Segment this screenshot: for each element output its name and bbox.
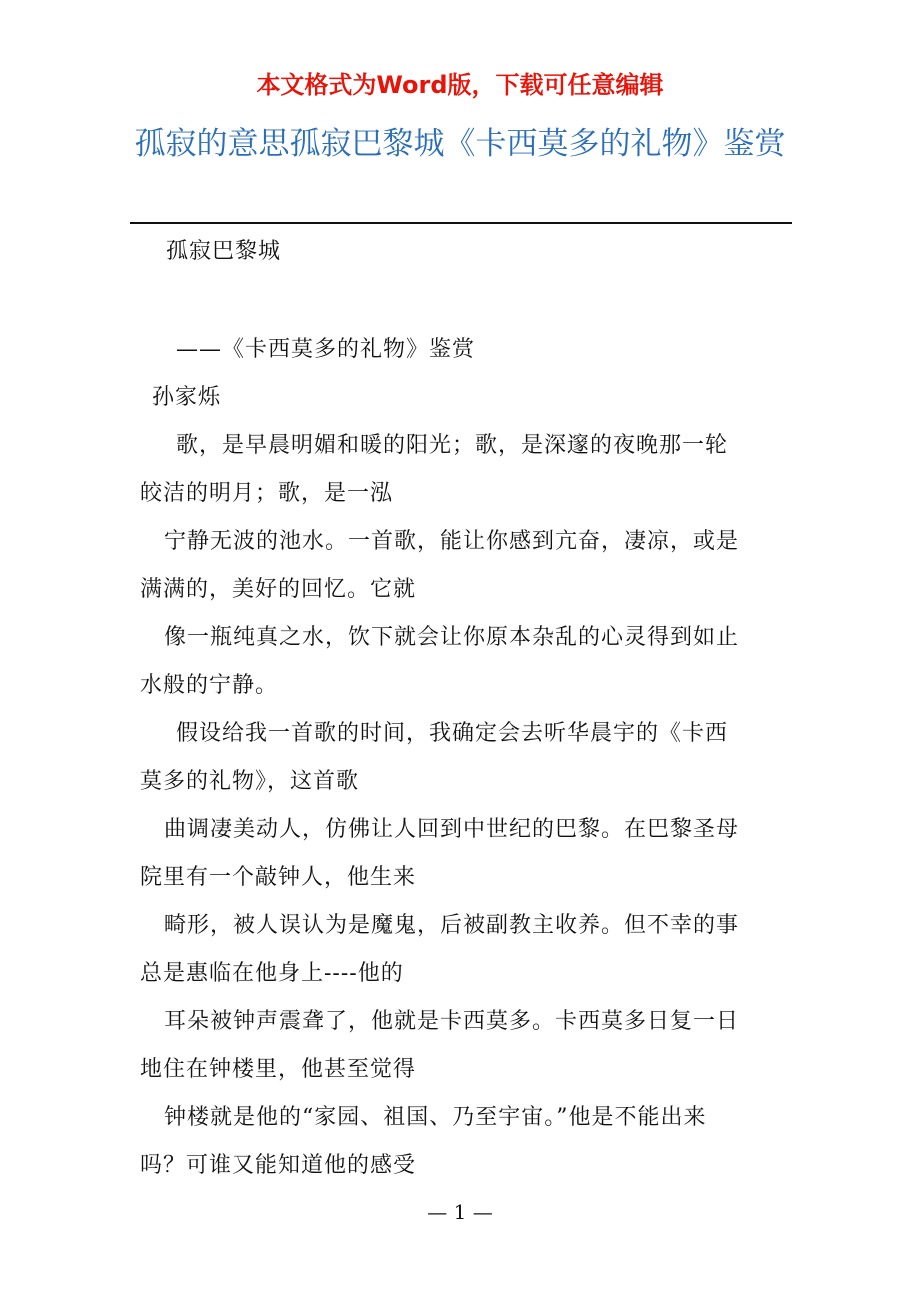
body-line: 地住在钟楼里，他甚至觉得 [140, 1057, 417, 1082]
body-line: 皎洁的明月；歌，是一泓 [140, 481, 394, 506]
body-line: 歌，是早晨明媚和暖的阳光；歌，是深邃的夜晚那一轮 [176, 433, 729, 458]
body-line: 水般的宁静。 [140, 673, 279, 698]
download-notice: 本文格式为Word版，下载可任意编辑 [256, 71, 664, 99]
page-number: — 1 — [427, 1200, 493, 1224]
body-line: 院里有一个敲钟人，他生来 [140, 865, 417, 890]
body-line: 钟楼就是他的“家园、祖国、乃至宇宙。”他是不能出来 [164, 1105, 707, 1130]
subtitle-review-line: ——《卡西莫多的礼物》鉴赏 [176, 337, 476, 362]
body-line: 总是惠临在他身上----他的 [140, 961, 404, 986]
author-line: 孙家烁 [152, 385, 222, 410]
body-line: 满满的，美好的回忆。它就 [140, 577, 417, 602]
body-line: 宁静无波的池水。一首歌，能让你感到亢奋，凄凉，或是 [164, 529, 740, 554]
body-line: 耳朵被钟声震聋了，他就是卡西莫多。卡西莫多日复一日 [164, 1009, 740, 1034]
subtitle-line: 孤寂巴黎城 [166, 239, 282, 264]
body-line: 莫多的礼物》，这首歌 [140, 769, 360, 794]
body-line: 畸形，被人误认为是魔鬼，后被副教主收养。但不幸的事 [164, 913, 740, 938]
body-line: 曲调凄美动人，仿佛让人回到中世纪的巴黎。在巴黎圣母 [164, 817, 740, 842]
title-divider [130, 222, 792, 224]
body-line: 像一瓶纯真之水，饮下就会让你原本杂乱的心灵得到如止 [164, 625, 740, 650]
page-title: 孤寂的意思孤寂巴黎城《卡西莫多的礼物》鉴赏 [134, 126, 786, 162]
body-line: 吗？可谁又能知道他的感受 [140, 1153, 417, 1178]
body-line: 假设给我一首歌的时间，我确定会去听华晨宇的《卡西 [176, 721, 729, 746]
